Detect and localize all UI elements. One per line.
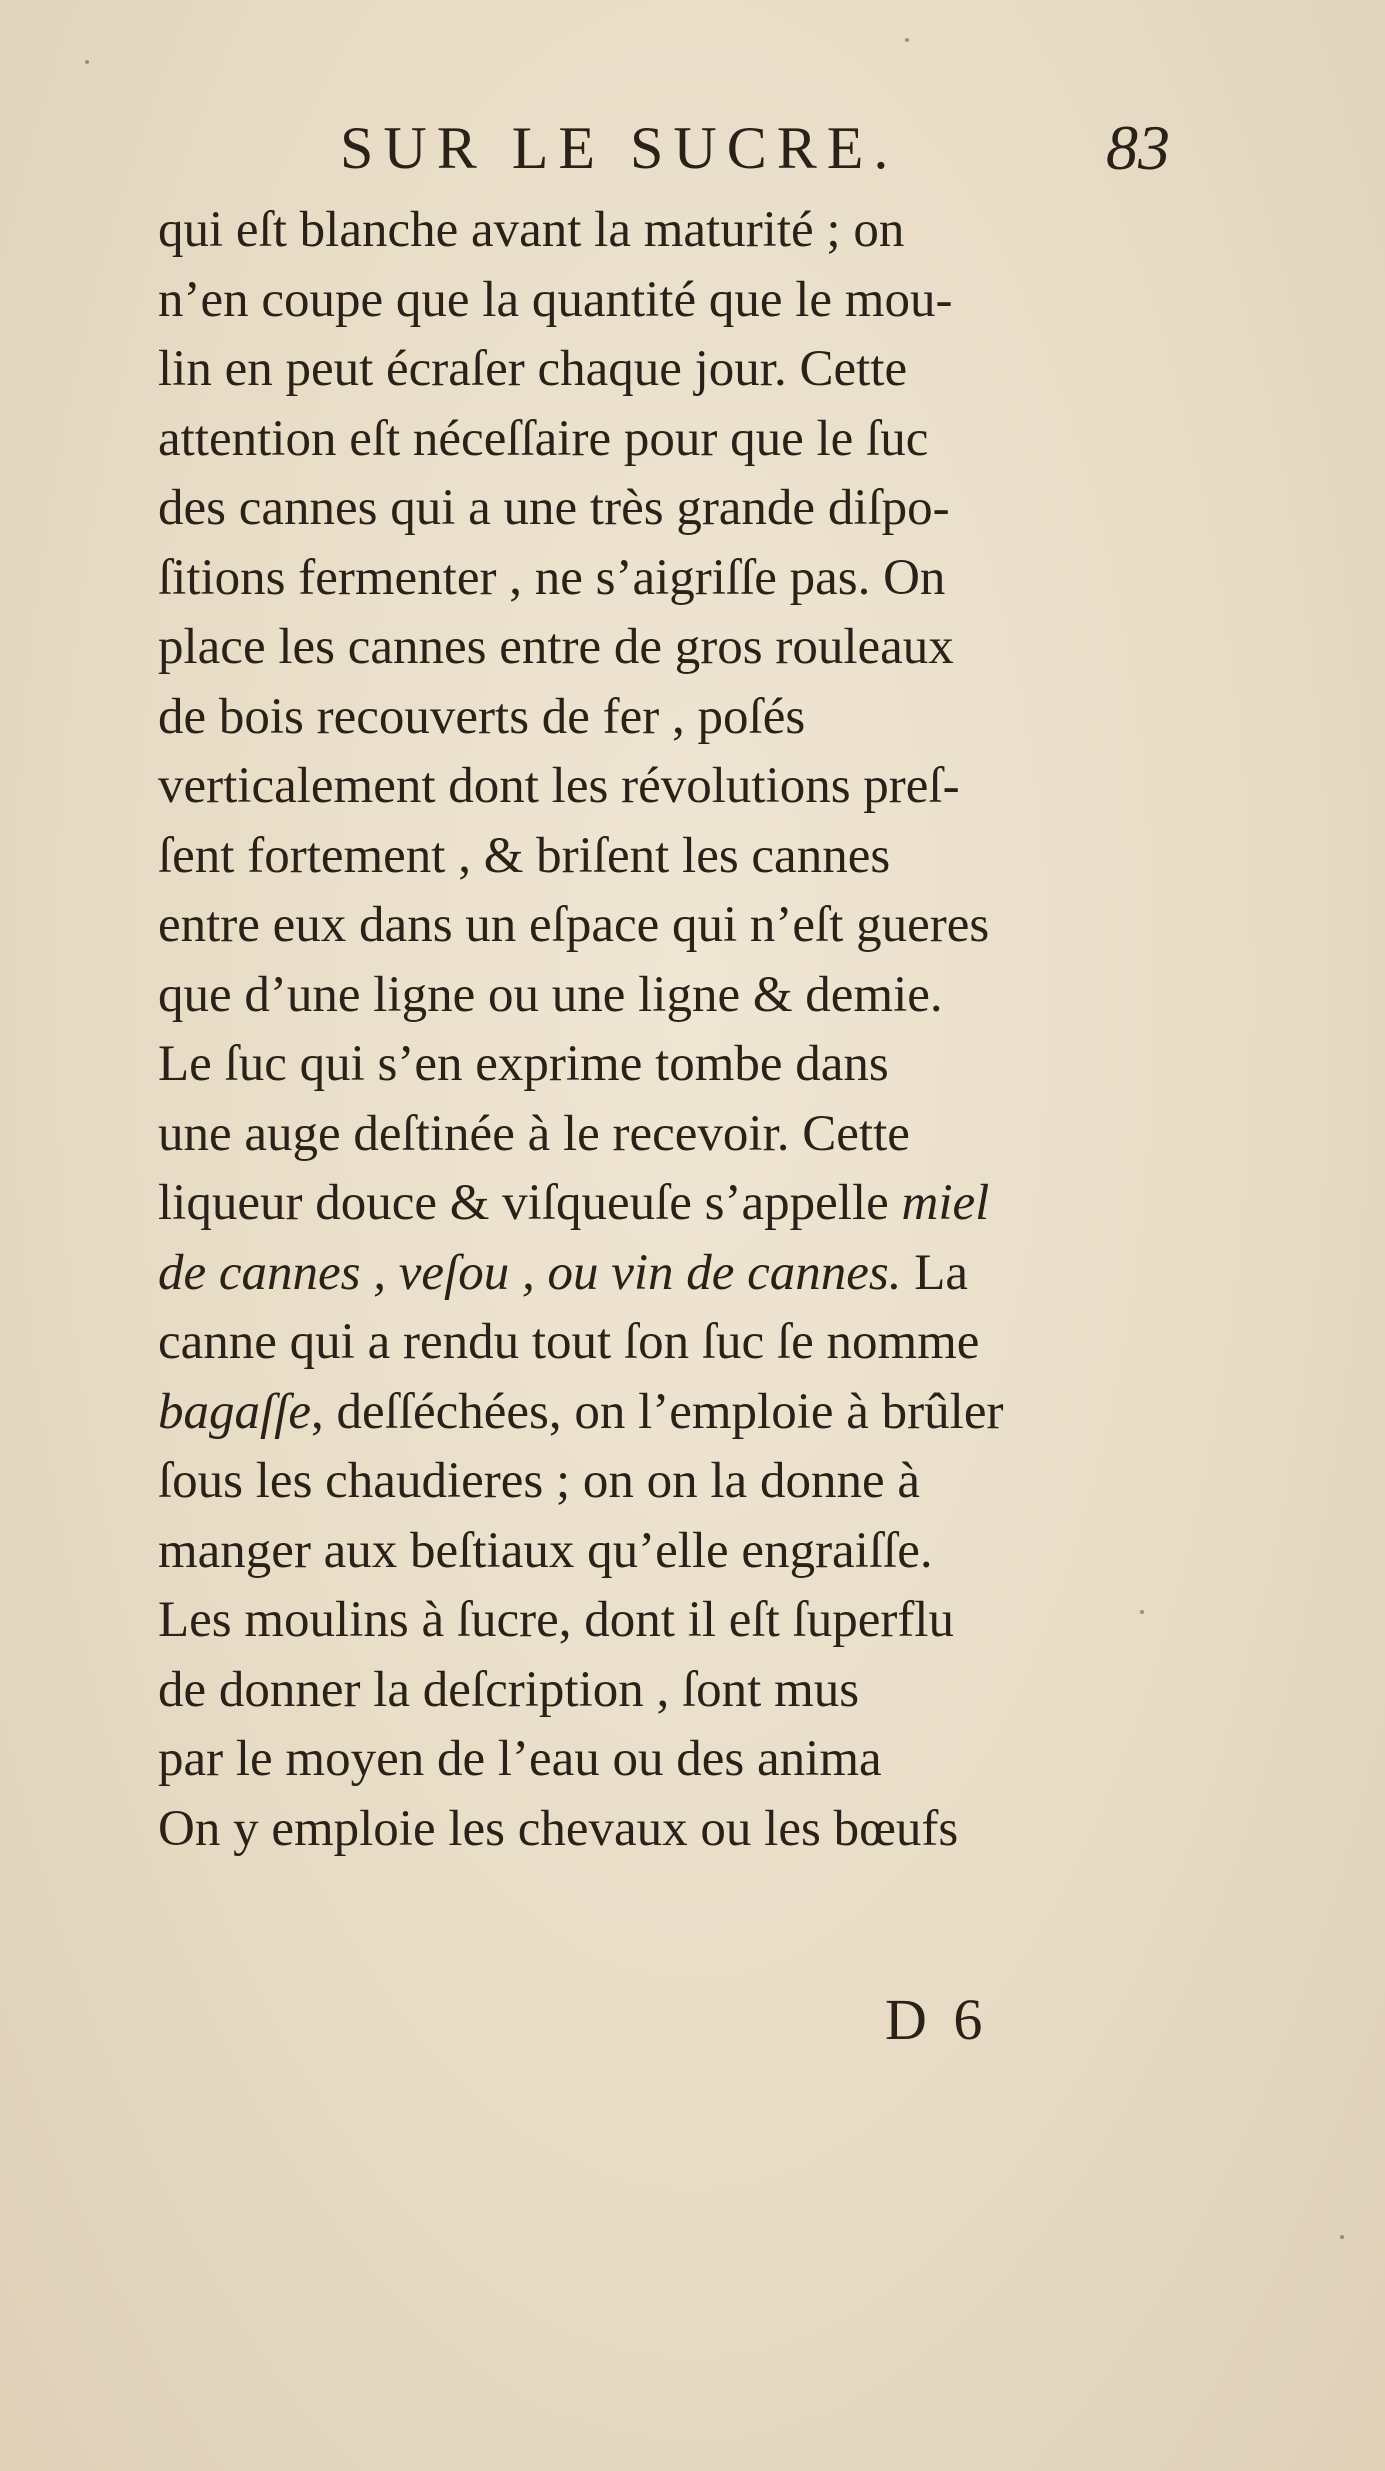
italic-segment: de cannes , veſou , ou vin de cannes.: [158, 1244, 902, 1301]
text-line: [158, 1308, 1183, 1378]
text-line: [158, 891, 1183, 961]
text-segment: canne qui a rendu tout ſon ſuc ſe nomme: [158, 1314, 980, 1370]
text-line: [158, 1239, 1183, 1309]
text-line: [158, 474, 1183, 544]
signature-mark: D 6: [885, 1987, 989, 2052]
text-line: [158, 266, 1183, 336]
text-line: [158, 1169, 1183, 1239]
text-segment: lin en peut écraſer chaque jour. Cette: [158, 341, 908, 397]
text-segment: On y emploie les chevaux ou les bœufs: [158, 1800, 959, 1857]
paper-speck: [1140, 1610, 1144, 1614]
text-segment: Le ſuc qui s’en exprime tombe dans: [158, 1036, 889, 1092]
text-segment: place les cannes entre de gros rouleaux: [158, 619, 954, 675]
text-line: [158, 1656, 1183, 1726]
text-segment: de bois recouverts de fer , poſés: [158, 688, 806, 745]
text-segment: n’en coupe que la quantité que le mou-: [158, 271, 953, 328]
text-segment: de donner la deſcription , ſont mus: [158, 1661, 860, 1718]
text-line: [158, 822, 1183, 892]
text-segment: La: [901, 1244, 969, 1301]
italic-segment: bagaſſe: [158, 1383, 311, 1440]
text-line: [158, 1378, 1183, 1448]
text-line: [158, 1725, 1183, 1795]
text-line: [158, 1586, 1183, 1656]
text-segment: une auge deſtinée à le recevoir. Cette: [158, 1105, 910, 1162]
text-line: [158, 961, 1183, 1031]
text-segment: liqueur douce & viſqueuſe s’appelle: [158, 1175, 902, 1231]
paper-speck: [905, 38, 909, 42]
text-line: [158, 196, 1183, 266]
text-line: [158, 1795, 1183, 1865]
text-segment: que d’une ligne ou une ligne & demie.: [158, 966, 943, 1023]
page-header: [340, 108, 1170, 188]
text-line: [158, 1100, 1183, 1170]
text-segment: ſitions fermenter , ne s’aigriſſe pas. On: [158, 549, 946, 606]
italic-segment: miel: [901, 1175, 990, 1231]
text-line: [158, 1030, 1183, 1100]
text-line: [158, 683, 1183, 753]
text-line: [158, 544, 1183, 614]
text-segment: manger aux beſtiaux qu’elle engraiſſe.: [158, 1522, 933, 1579]
text-line: [158, 1517, 1183, 1587]
paper-speck: [85, 60, 89, 64]
text-line: [158, 335, 1183, 405]
text-segment: ſent fortement , & briſent les cannes: [158, 827, 891, 884]
text-segment: ſous les chaudieres ; on on la donne à: [158, 1453, 920, 1509]
body-text: [158, 196, 1183, 1864]
running-head: SUR LE SUCRE.: [340, 115, 899, 181]
text-line: [158, 405, 1183, 475]
page-number: 83: [1106, 112, 1170, 183]
text-segment: entre eux dans un eſpace qui n’eſt gueres: [158, 897, 990, 953]
text-segment: Les moulins à ſucre, dont il eſt ſuperflu: [158, 1592, 954, 1648]
text-segment: par le moyen de l’eau ou des anima: [158, 1731, 882, 1787]
text-segment: attention eſt néceſſaire pour que le ſuc: [158, 410, 929, 467]
text-line: [158, 1447, 1183, 1517]
text-line: [158, 613, 1183, 683]
text-line: [158, 752, 1183, 822]
paper-speck: [1340, 2235, 1344, 2239]
text-segment: verticalement dont les révolutions preſ-: [158, 758, 960, 814]
text-segment: des cannes qui a une très grande diſpo-: [158, 480, 950, 536]
text-segment: , deſſéchées, on l’emploie à brûler: [310, 1383, 1004, 1440]
text-segment: qui eſt blanche avant la maturité ; on: [158, 202, 905, 258]
